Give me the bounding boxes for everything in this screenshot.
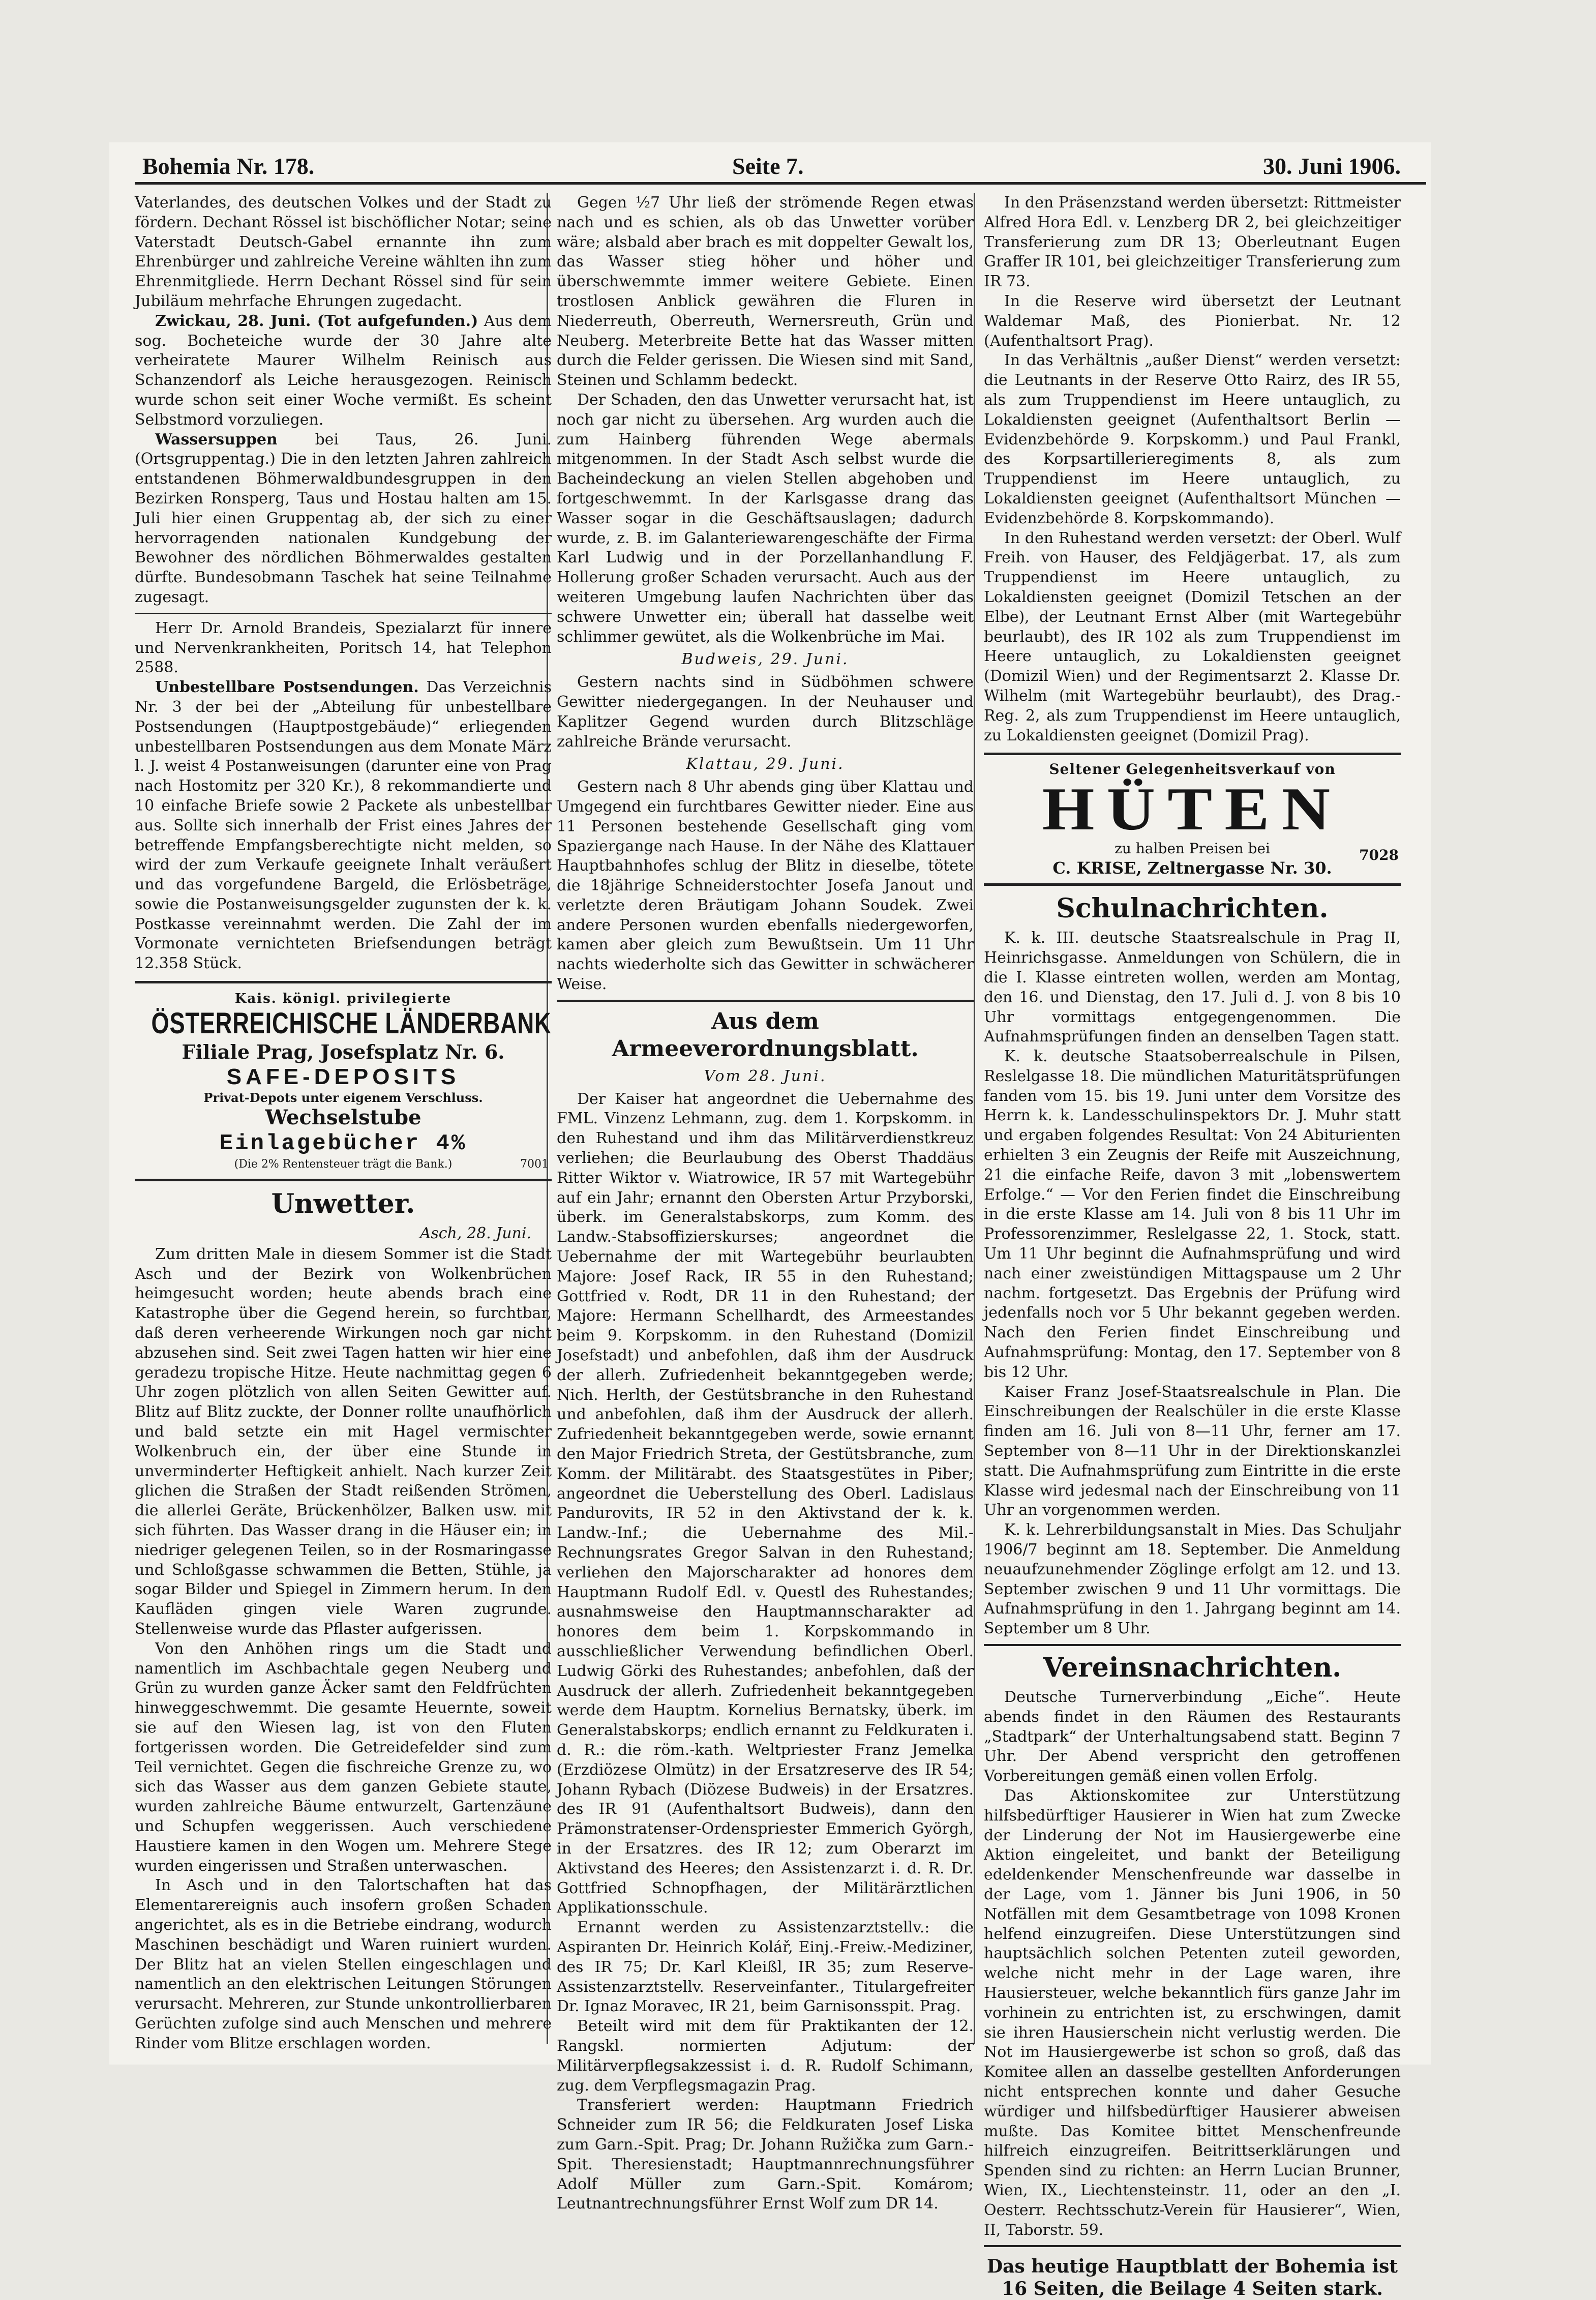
ad-safe-deposits: SAFE-DEPOSITS	[226, 1064, 460, 1090]
armee-paragraph: Transferiert werden: Hauptmann Friedrich Schneider zum IR 56; die Feldkuraten Josef Liska zum Garn.-Spit. Prag; Dr. Johann Ružička zum Garn.-Spit. Theresienstadt; Hauptmannrechnungsführer Adolf Müller zum Garn.-Spit. Komárom; Leutnantrechnungsführer Ernst Wolf zum DR 14.	[557, 2096, 974, 2213]
column-2	[557, 193, 974, 2213]
section-title-armee: Aus dem Armeeverordnungsblatt.	[612, 1008, 919, 1062]
ad-note	[138, 1157, 549, 1172]
divider	[984, 2245, 1401, 2247]
school-notice: K. k. deutsche Staatsoberrealschule in Pilsen, Reslelgasse 18. Die mündlichen Maturitätsprüfungen fanden vom 15. bis 19. Juni unter dem Vorsitze des Herrn k. k. Landesschulinspektors Dr. J. Muhr statt und ergaben folgendes Resultat: Von 24 Abiturienten erhielten 3 ein Zeugnis der Reife mit Auszeichnung, 21 die einfache Reife, davon 3 mit „lobenswertem Erfolge.“ — Vor den Ferien findet die Einschreibung in die erste Klasse am 14. Juli von 8 bis 11 Uhr im Professorenzimmer, Reslelgasse 22, 1. Stock, statt. Um 11 Uhr beginnt die Aufnahmsprüfung und wird nach einer zweistündigen Mittagspause um 2 Uhr nachm. fortgesetzt. Das Ergebnis der Prüfung wird jedenfalls noch vor 5 Uhr bekannt gegeben werden. Nach den Ferien findet Einschreibung und Aufnahmsprüfung: Montag, den 17. September von 8 bis 12 Uhr.	[984, 1048, 1401, 1381]
klattau-body: Gestern nach 8 Uhr abends ging über Klattau und Umgegend ein furchtbares Gewitter nieder. Eine aus 11 Personen bestehende Gesellschaft ging vom Spaziergange nach Hause. In der Nähe des Klattauer Hauptbahnhofes schlug der Blitz in dieselbe, tötete die 18jährige Schneiderstochter Josefa Janout und verletzte deren Bräutigam Johann Soudek. Zwei andere Personen wurden ebenfalls niedergeworfen, kamen aber gleich zum Bewußtsein. Um 11 Uhr nachts wiederholte sich das Gewitter in schwächerer Weise.	[557, 778, 974, 994]
wassersuppen-date: bei Taus, 26. Juni.	[315, 430, 552, 449]
asch-paragraph: Gegen ½7 Uhr ließ der strömende Regen etwas nach und es schien, als ob das Unwetter vorüber wäre; alsbald aber brach es mit doppelter Gewalt los, das Wasser stieg höher und höher und überschwemmte immer weitere Gebiete. Einen trostlosen Anblick gewähren die Fluren in Niederreuth, Oberreuth, Wernersreuth, Grün und Neuberg. Meterbreite Bette hat das Wasser mitten durch die Felder gerissen. Die Wiesen sind mit Sand, Steinen und Schlamm bedeckt.	[557, 194, 974, 390]
zwickau-headline: Zwickau, 28. Juni. (Tot aufgefunden.)	[155, 312, 478, 330]
budweis-dateline: Budweis, 29. Juni.	[681, 650, 849, 669]
school-notice: K. k. III. deutsche Staatsrealschule in Prag II, Heinrichsgasse. Anmeldungen von Schülern, die in die I. Klasse eintreten wollen, werden am Montag, den 16. und Dienstag, den 17. Juli d. J. von 8 bis 10 Uhr vormittags entgegengenommen. Die Aufnahmsprüfungen finden an denselben Tagen statt.	[984, 929, 1401, 1046]
divider	[135, 613, 552, 614]
post-body: Das Verzeichnis Nr. 3 der bei der „Abteilung für unbestellbare Postsendungen (Hauptpostgebäude)“ erliegenden unbestellbaren Postsendungen aus dem Monate März l. J. weist 4 Postanweisungen (darunter eine von Prag nach Hostomitz per 320 Kr.), 8 rekommandierte und 10 einfache Briefe sowie 2 Packete als unbestellbar aus. Sollte sich innerhalb der Frist eines Jahres der betreffende Empfangsberechtigte nicht melden, so wird der zum Verkaufe geeignete Inhalt veräußert und das vorgefundene Bargeld, die Erlösbeträge, sowie die Postanweisungsgelder zugunsten der k. k. Postkasse vereinnahmt werden. Die Zahl der im Vormonate vernichteten Briefsendungen beträgt 12.358 Stück.	[135, 678, 552, 973]
school-notice: K. k. Lehrerbildungsanstalt in Mies. Das Schuljahr 1906/7 beginnt am 18. September. Die Anmeldung neuaufzunehmender Zöglinge erfolgt am 12. und 13. September zwischen 9 und 11 Uhr vormittags. Die Aufnahmsprüfung in den 1. Jahrgang beginnt am 14. September um 8 Uhr.	[984, 1521, 1401, 1638]
ad-wechselstube: Wechselstube	[265, 1106, 421, 1130]
asch-paragraph: Der Schaden, den das Unwetter verursacht hat, ist noch gar nicht zu übersehen. Arg wurden auch die zum Hainberg führenden Wege abermals mitgenommen. In der Stadt Asch selbst wurde die Bacheindeckung an vielen Stellen abgehoben und fortgeschwemmt. In der Karlsgasse drang das Wasser sogar in die Geschäftsauslagen; dadurch wurde, z. B. im Galanteriewarengeschäfte der Firma Karl Ludwig und in der Porzellanhandlung F. Hollerung großer Schaden verursacht. Auch aus der weiteren Umgebung laufen Nachrichten über das schwere Unwetter ein; überall hat dasselbe weit schlimmer gewütet, als die Wolkenbrüche im Mai.	[557, 391, 974, 646]
divider	[984, 1644, 1401, 1646]
column-3	[984, 193, 1401, 2300]
hueten-advertisement	[984, 753, 1401, 886]
article-continuation: Vaterlandes, des deutschen Volkes und der Stadt zu fördern. Dechant Rössel ist bischöflicher Notar; seine Vaterstadt Deutsch-Gabel ernannte ihn zum Ehrenbürger und zahlreiche Vereine wählten ihn zum Ehrenmitgliede. Herrn Dechant Rössel sind für sein Jubiläum mehrfache Ehrungen zugedacht.	[135, 194, 552, 310]
column-1	[135, 193, 552, 2052]
header-rule	[135, 182, 1426, 185]
budweis-body: Gestern nachts sind in Südböhmen schwere Gewitter niedergegangen. In der Neuhauser und Kaplitzer Gegend wurden durch Blitzschläge zahlreiche Brände verursacht.	[557, 673, 974, 751]
school-notice: Kaiser Franz Josef-Staatsrealschule in Plan. Die Einschreibungen der Realschüler in die erste Klasse finden am 16. Juli von 8—11 Uhr, ferner am 17. September von 8—11 Uhr in der Direktionskanzlei statt. Die Aufnahmsprüfung zum Eintritte in die erste Klasse wird jedesmal nach der Einschreibung von 11 Uhr an vorgenommen werden.	[984, 1383, 1401, 1519]
ad-private-depots: Privat-Depots unter eigenem Verschluss.	[203, 1090, 483, 1106]
hut-ad-pretext: Seltener Gelegenheitsverkauf von	[1049, 761, 1336, 778]
section-title-unwetter: Unwetter.	[271, 1188, 415, 1220]
ad-privileged: Kais. königl. privilegierte	[234, 991, 452, 1007]
armee-paragraph: In den Ruhestand werden versetzt: der Oberl. Wulf Freih. von Hauser, des Feldjägerbat. 17, als zum Truppendienst im Heere untauglich, zu Lokaldiensten geeignet (Domizil Tetschen an der Elbe), der Leutnant Ernst Alber (mit Wartegebühr beurlaubt), des IR 102 als zum Truppendienst im Heere untauglich, zu Lokaldiensten geeignet (Domizil Wien) und der Regimentsarzt 2. Klasse Dr. Wilhelm (mit Wartegebühr beurlaubt), des Drag.-Reg. 2, als zum Truppendienst im Heere untauglich, zu Lokaldiensten geeignet (Domizil Prag).	[984, 529, 1401, 744]
zwickau-body: Aus dem sog. Bocheteiche wurde der 30 Jahre alte verheiratete Maurer Wilhelm Reinisch aus Schanzendorf als Leiche herausgezogen. Reinisch wurde schon seit einer Woche vermißt. Es scheint Selbstmord vorzuliegen.	[135, 312, 552, 429]
ad-bank-name: ÖSTERREICHISCHE LÄNDERBANK	[151, 1007, 552, 1040]
section-title-schul: Schulnachrichten.	[1056, 893, 1329, 924]
armee-paragraph: Beteilt wird mit dem für Praktikanten der 12. Rangskl. normierten Adjutum: der Militärverpflegsakzessist i. d. R. Rudolf Schimann, zug. dem Verpflegsmagazin Prag.	[557, 2017, 974, 2095]
wassersuppen-article	[135, 430, 552, 608]
klattau-dateline: Klattau, 29. Juni.	[686, 755, 845, 773]
armee-paragraph: In den Präsenzstand werden übersetzt: Rittmeister Alfred Hora Edl. v. Lenzberg DR 2, bei gleichzeitiger Transferierung zum DR 13; Oberleutnant Eugen Graffer IR 101, bei gleichzeitiger Transferierung zum IR 73.	[984, 194, 1401, 291]
club-notice: Deutsche Turnerverbindung „Eiche“. Heute abends findet in den Räumen des Restaurants „Stadtpark“ der Unterhaltungsabend statt. Beginn 7 Uhr. Der Abend verspricht den getroffenen Vorbereitungen gemäß einen vollen Erfolg.	[984, 1688, 1401, 1785]
asch-dateline: Asch, 28. Juni.	[419, 1224, 531, 1243]
page-header	[109, 142, 1431, 183]
zwickau-article	[135, 312, 552, 430]
wassersuppen-headline: Wassersuppen	[155, 430, 278, 449]
post-article	[135, 678, 552, 974]
issue-date: 30. Juni 1906.	[1263, 153, 1401, 179]
newspaper-page	[109, 142, 1431, 2300]
section-title-verein: Vereinsnachrichten.	[1043, 1652, 1342, 1683]
hut-ad-headline: HÜTEN	[1042, 775, 1343, 843]
armee-paragraph: Ernannt werden zu Assistenzarztstellv.: die Aspiranten Dr. Heinrich Kolář, Einj.-Freiw.-Mediziner, des IR 75; Dr. Karl Kleißl, IR 35; zum Reserve-Assistenzarztstellv. Reserveinfanter., Titulargefreiter Dr. Ignaz Moravec, IR 21, beim Garnisonsspit. Prag.	[557, 1919, 974, 2016]
ad-code: 7001	[520, 1158, 549, 1171]
armee-paragraph: Der Kaiser hat angeordnet die Uebernahme des FML. Vinzenz Lehmann, zug. dem 1. Korpskomm. in den Ruhestand und ihm das Militärverdienstkreuz verliehen; die Beurlaubung des Oberst Thaddäus Ritter Wiktor v. Wiatrowice, IR 57 mit Wartegebühr auf ein Jahr; ernannt den Obersten Artur Przyborski, überk. im Generalstabskorps, zum Komm. des Landw.-Stabsoffizierskurses; angeordnet die Uebernahme der mit Wartegebühr beurlaubten Majore: Josef Rack, IR 55 in den Ruhestand; Gottfried v. Rodt, DR 11 in den Ruhestand; der Majore: Hermann Schellhardt, des Armeestandes beim 9. Korpskomm. in den Ruhestand (Domizil Josefstadt) und anbefohlen, daß ihm der Ausdruck der allerh. Zufriedenheit bekanntgegeben werde; Nich. Herlth, der Gestütsbranche in den Ruhestand und anbefohlen, daß ihm der Ausdruck der allerh. Zufriedenheit bekanntgegeben werde, sowie ernannt den Major Friedrich Streta, der Gestütsbranche, zum Komm. der Militärabt. des Staatsgestütes in Piber; angeordnet die Ueberstellung des Oberl. Ladislaus Pandurovits, IR 52 in den Aktivstand der k. k. Landw.-Inf.; die Uebernahme des Mil.-Rechnungsrates Gregor Salvan in den Ruhestand; verliehen den Majorscharakter ad honores dem Hauptmann Rudolf Edl. v. Questl des Ruhestandes; ausnahmsweise den Hauptmannscharakter ad honores dem beim 1. Korpskommando in ausschließlicher Verwendung befindlichen Oberl. Ludwig Görki des Ruhestandes; anbefohlen, daß der Ausdruck der allerh. Zufriedenheit bekanntgegeben werde dem Hauptm. Kornelius Bernatsky, überk. im Generalstabskorps; endlich ernannt zu Feldkuraten i. d. R.: die röm.-kath. Weltpriester Franz Jemelka (Erzdiözese Olmütz) in der Ersatzreserve des IR 54; Johann Rybach (Diözese Budweis) in der Ersatzres. des IR 91 (Aufenthaltsort Budweis), dann den Prämonstratenser-Ordenspriester Emmerich Györgh, in der Ersatzres. des IR 12; zum Oberarzt im Aktivstand des Heeres; den Assistenzarzt i. d. R. Dr. Gottfried Schnopfhagen, der Militärärztlichen Applikationsschule.	[557, 1090, 974, 1917]
armee-dateline: Vom 28. Juni.	[704, 1067, 827, 1085]
hut-ad-line: zu halben Preisen bei	[1115, 840, 1270, 857]
laenderbank-advertisement	[135, 981, 552, 1181]
column-divider-2	[974, 193, 975, 2044]
divider	[557, 1000, 974, 1002]
club-notice: Das Aktionskomitee zur Unterstützung hilfsbedürftiger Hausierer in Wien hat zum Zwecke der Linderung der Not im Hausiergewerbe eine Aktion eingeleitet, und bankt der Beteiligung edeldenkender Menschenfreunde war dasselbe in der Lage, vom 1. Jänner bis Juni 1906, in 50 Notfällen mit dem Gesamtbetrage von 1098 Kronen helfend einzugreifen. Diese Unterstützungen sind hauptsächlich solchen Petenten zuteil geworden, welche nicht mehr in der Lage waren, ihre Hausiersteuer, welche bekanntlich fürs ganze Jahr im vorhinein zu entrichten ist, zu erschwingen, damit sie ihren Hausierschein nicht verlustig werden. Die Not im Hausiergewerbe ist schon so groß, daß das Komitee allen an dasselbe gestellten Anforderungen nicht entsprechen konnte und daher Gesuche würdiger und hilfsbedürftiger Hausierer abweisen mußte. Das Komitee bittet Menschenfreunde hilfreich einzugreifen. Beitrittserklärungen und Spenden sind zu richten: an Herrn Lucian Brunner, Wien, IX., Liechtensteinstr. 11, oder an den „I. Oesterr. Rechtsschutz-Verein für Hausierer“, Wien, II, Taborstr. 59.	[984, 1786, 1401, 2239]
brandeis-notice: Herr Dr. Arnold Brandeis, Spezialarzt für innere und Nervenkrankheiten, Poritsch 14, hat Telephon 2588.	[135, 619, 552, 677]
post-headline: Unbestellbare Postsendungen.	[155, 678, 419, 697]
ad-tax-note: (Die 2% Rentensteuer trägt die Bank.)	[234, 1158, 453, 1171]
ad-einlagebuecher: Einlagebücher 4%	[219, 1131, 467, 1157]
edition-note: Das heutige Hauptblatt der Bohemia ist 16 Seiten, die Beilage 4 Seiten stark.	[986, 2256, 1398, 2300]
ad-branch: Filiale Prag, Josefsplatz Nr. 6.	[182, 1040, 505, 1064]
wassersuppen-body: (Ortsgruppentag.) Die in den letzten Jahren zahlreich entstandenen Böhmerwaldbundesgruppen in den Bezirken Ronsperg, Taus und Hostau halten am 15. Juli hier einen Gruppentag ab, der sich zu einer hervorragenden nationalen Kundgebung der Bewohner des nördlichen Böhmerwaldes gestalten dürfte. Bundesobmann Taschek hat seine Teilnahme zugesagt.	[135, 450, 552, 606]
asch-paragraph: In Asch und in den Talortschaften hat das Elementarereignis auch insofern großen Schaden angerichtet, als es in die Betriebe eindrang, wodurch Maschinen beschädigt und Waren ruiniert wurden. Der Blitz hat an vielen Stellen eingeschlagen und namentlich an den elektrischen Leitungen Störungen verursacht. Mehreren, zur Stunde unkontrollierbaren Gerüchten zufolge sind auch Menschen und mehrere Rinder vom Blitze erschlagen worden.	[135, 1876, 552, 2052]
asch-paragraph: Zum dritten Male in diesem Sommer ist die Stadt Asch und der Bezirk von Wolkenbrüchen heimgesucht worden; heute abends brach eine Katastrophe über die Gegend herein, so furchtbar, daß deren verheerende Wirkungen noch gar nicht abzusehen sind. Seit zwei Tagen hatten wir hier eine geradezu tropische Hitze. Heute nachmittag gegen 6 Uhr zogen plötzlich von allen Seiten Gewitter auf. Blitz auf Blitz zuckte, der Donner rollte unaufhörlich und bald setzte ein mit Hagel vermischter Wolkenbruch ein, der über eine Stunde in unverminderter Heftigkeit anhielt. Nach kurzer Zeit glichen die Straßen der Stadt reißenden Strömen, die allerlei Geräte, Brückenhölzer, Balken usw. mit sich führten. Das Wasser drang in die Häuser ein; in niedriger gelegenen Teilen, so in der Rosmaringasse und Schloßgasse schwammen die Betten, Stühle, ja sogar Bilder und Spiegel in Zimmern herum. In den Kaufläden gingen viele Waren zugrunde. Stellenweise wurde das Pflaster aufgerissen.	[135, 1245, 552, 1638]
hut-ad-merchant: C. KRISE, Zeltnergasse Nr. 30.	[1052, 858, 1332, 878]
armee-paragraph: In die Reserve wird übersetzt der Leutnant Waldemar Maß, des Pionierbat. Nr. 12 (Aufenthaltsort Prag).	[984, 292, 1401, 350]
hut-ad-code: 7028	[1359, 847, 1399, 864]
asch-paragraph: Von den Anhöhen rings um die Stadt und namentlich im Aschbachtale gegen Neuberg und Grün zu wurden ganze Äcker samt den Feldfrüchten hinweggeschwemmt. Die gesamte Heuernte, soweit sie auf den Wiesen lag, ist von den Fluten fortgerissen worden. Die Getreidefelder sind zum Teil vernichtet. Gegen die fischreiche Grenze zu, wo sich das Wasser aus dem ganzen Gebiete staute, wurden zahlreiche Bäume entwurzelt, Gartenzäune und Schupfen weggerissen. Auch verschiedene Haustiere kamen in den Wogen um. Mehrere Stege wurden eingerissen und Straßen unterwaschen.	[135, 1639, 552, 1875]
masthead-title: Bohemia Nr. 178.	[142, 153, 315, 179]
page-number: Seite 7.	[732, 153, 804, 179]
armee-paragraph: In das Verhältnis „außer Dienst“ werden versetzt: die Leutnants in der Reserve Otto Rairz, des IR 55, als zum Truppendienst im Heere untauglich, zu Lokaldiensten geeignet (Aufenthaltsort Berlin — Evidenzbehörde 9. Korpskomm.) und Paul Frankl, des Korpsartillerieregiments 8, als zum Truppendienst im Heere untauglich, zu Lokaldiensten geeignet (Aufenthaltsort München — Evidenzbehörde 8. Korpskommando).	[984, 351, 1401, 527]
